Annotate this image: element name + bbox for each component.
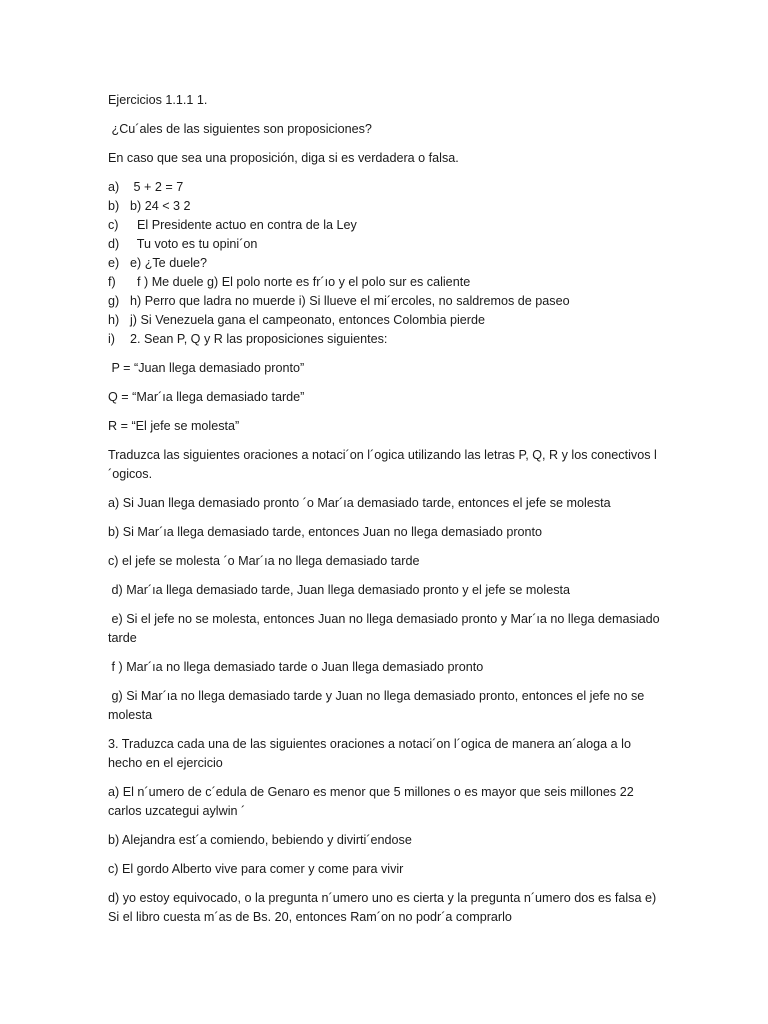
list-item-text: 2. Sean P, Q y R las proposiciones siguientes: <box>130 332 388 346</box>
list-item <box>108 235 668 254</box>
list-marker: h) <box>108 313 120 327</box>
list-item-text: h) Perro que ladra no muerde i) Si llueve el mi´ercoles, no saldremos de paseo <box>130 294 570 308</box>
list-item <box>108 216 668 235</box>
list-item-text: b) 24 < 3 2 <box>130 199 191 213</box>
sentence-a: a) Si Juan llega demasiado pronto ´o Mar´ıa demasiado tarde, entonces el jefe se molesta <box>108 496 611 510</box>
list-marker: i) <box>108 332 115 346</box>
list-marker: a) <box>108 180 120 194</box>
list-item <box>108 273 668 292</box>
document-body <box>108 91 668 937</box>
section-3-item-d: d) yo estoy equivocado, o la pregunta n´umero uno es cierta y la pregunta n´umero dos es falsa e) Si el libro cuesta m´as de Bs. 20, entonces Ram´on no podr´a comprarlo <box>108 891 657 924</box>
section-3-item-b: b) Alejandra est´a comiendo, bebiendo y divirti´endose <box>108 833 412 847</box>
question-1: ¿Cu´ales de las siguientes son proposiciones? <box>108 122 372 136</box>
list-marker: g) <box>108 294 120 308</box>
list-item <box>108 311 668 330</box>
sentence-d: d) Mar´ıa llega demasiado tarde, Juan llega demasiado pronto y el jefe se molesta <box>108 583 571 597</box>
list-item-text: j) Si Venezuela gana el campeonato, entonces Colombia pierde <box>130 313 485 327</box>
sentence-f: f ) Mar´ıa no llega demasiado tarde o Juan llega demasiado pronto <box>108 660 484 674</box>
list-item-text: Tu voto es tu opini´on <box>130 237 258 251</box>
sentence-g: g) Si Mar´ıa no llega demasiado tarde y Juan no llega demasiado pronto, entonces el jefe no se molesta <box>108 689 648 722</box>
list-item-text: 5 + 2 = 7 <box>130 180 184 194</box>
list-marker: f) <box>108 275 116 289</box>
sentence-b: b) Si Mar´ıa llega demasiado tarde, entonces Juan no llega demasiado pronto <box>108 525 543 539</box>
list-item <box>108 178 668 197</box>
exercise-title: Ejercicios 1.1.1 1. <box>108 93 208 107</box>
list-item-text: e) ¿Te duele? <box>130 256 208 270</box>
list-item <box>108 292 668 311</box>
section-3-intro: 3. Traduzca cada una de las siguientes oraciones a notaci´on l´ogica de manera an´aloga a lo hecho en el ejercicio <box>108 737 631 770</box>
list-marker: b) <box>108 199 120 213</box>
list-item <box>108 330 668 349</box>
proposition-r: R = “El jefe se molesta” <box>108 419 240 433</box>
instruction-text: En caso que sea una proposición, diga si es verdadera o falsa. <box>108 151 459 165</box>
proposition-q: Q = “Mar´ıa llega demasiado tarde” <box>108 390 305 404</box>
section-3-item-a: a) El n´umero de c´edula de Genaro es menor que 5 millones o es mayor que seis millones 22 carlos uzcategui aylwin ´ <box>108 785 634 818</box>
sentence-e: e) Si el jefe no se molesta, entonces Juan no llega demasiado pronto y Mar´ıa no llega demasiado tarde <box>108 612 664 645</box>
section-3-item-c: c) El gordo Alberto vive para comer y come para vivir <box>108 862 404 876</box>
list-marker: e) <box>108 256 120 270</box>
translate-intro: Traduzca las siguientes oraciones a notaci´on l´ogica utilizando las letras P, Q, R y los conectivos l ´ogicos. <box>108 448 657 481</box>
list-item <box>108 254 668 273</box>
list-item-text: El Presidente actuo en contra de la Ley <box>130 218 357 232</box>
list-marker: c) <box>108 218 119 232</box>
list-marker: d) <box>108 237 120 251</box>
list-item <box>108 197 668 216</box>
list-item-text: f ) Me duele g) El polo norte es fr´ıo y el polo sur es caliente <box>130 275 471 289</box>
proposition-p: P = “Juan llega demasiado pronto” <box>108 361 305 375</box>
sentence-c: c) el jefe se molesta ´o Mar´ıa no llega demasiado tarde <box>108 554 420 568</box>
propositions-list <box>108 178 668 349</box>
